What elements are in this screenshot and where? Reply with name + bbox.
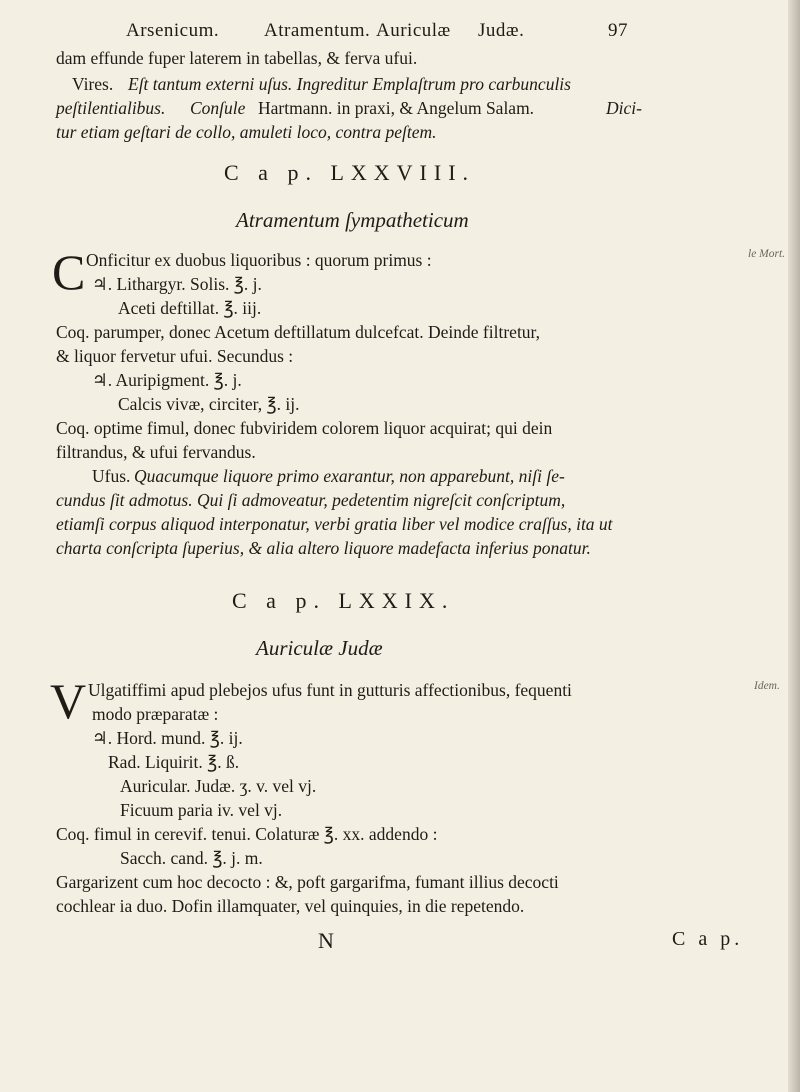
recipe-line: ♃. Auripigment. ℥. j. [92, 370, 242, 390]
recipe-line: Sacch. cand. ℥. j. m. [120, 848, 263, 868]
text-line: dam effunde fuper laterem in tabellas, & ferva ufui. [56, 48, 418, 68]
text-line: filtrandus, & ufui fervandus. [56, 442, 256, 462]
chapter-subtitle: Atramentum ſympatheticum [236, 208, 469, 232]
recipe-line: Ficuum paria iv. vel vj. [120, 800, 283, 820]
recipe-line: Aceti deftillat. ℥. iij. [118, 298, 262, 318]
text-line: Coq. optime fimul, donec fubviridem colorem liquor acquirat; qui dein [56, 418, 553, 438]
text-line: cundus ſit admotus. Qui ſi admoveatur, pedetentim nigreſcit conſcriptum, [56, 490, 566, 510]
text-label-usus: Ufus. [92, 466, 131, 486]
text-line: Quacumque liquore primo exarantur, non apparebunt, niſi ſe- [134, 466, 565, 486]
running-head-left: Arsenicum. [126, 20, 220, 41]
running-head-right: Judæ. [478, 20, 525, 41]
text-line: & liquor fervetur ufui. Secundus : [56, 346, 294, 366]
text-line: Conſule [190, 98, 246, 118]
text-line: Eſt tantum externi uſus. Ingreditur Emplaſtrum pro carbunculis [128, 74, 571, 94]
recipe-line: Calcis vivæ, circiter, ℥. ij. [118, 394, 300, 414]
text-line: Dici- [606, 98, 642, 118]
page-edge-shadow [788, 0, 800, 1092]
text-line: Hartmann. in praxi, & Angelum Salam. [258, 98, 535, 118]
margin-note: Idem. [754, 680, 780, 692]
page-number: 97 [608, 20, 628, 41]
recipe-line: ♃. Hord. mund. ℥. ij. [92, 728, 243, 748]
text-line: Coq. fimul in cerevif. tenui. Colaturæ ℥. xx. addendo : [56, 824, 438, 844]
recipe-line: Auricular. Judæ. ʒ. v. vel vj. [120, 776, 317, 796]
chapter-heading: C a p. LXXVIII. [224, 160, 476, 185]
chapter-heading: C a p. LXXIX. [232, 588, 455, 613]
drop-cap-initial: C [52, 244, 86, 300]
text-line: Gargarizent cum hoc decocto : &, poft gargarifma, fumant illius decocti [56, 872, 559, 892]
margin-note: le Mort. [748, 248, 786, 260]
drop-cap-initial: V [50, 673, 87, 729]
running-head-mid1: Atramentum. [264, 20, 371, 41]
text-line: modo præparatæ : [92, 704, 219, 724]
catchword: C a p. [672, 928, 744, 950]
recipe-line: ♃. Lithargyr. Solis. ℥. j. [92, 274, 262, 294]
signature-mark: N [318, 928, 334, 953]
chapter-subtitle: Auriculæ Judæ [256, 636, 383, 660]
text-line: charta conſcripta ſuperius, & alia altero liquore madefacta inferius ponatur. [56, 538, 591, 558]
recipe-line: Rad. Liquirit. ℥. ß. [108, 752, 240, 772]
text-line: peſtilentialibus. [56, 98, 166, 118]
text-line: Onficitur ex duobus liquoribus : quorum primus : [86, 250, 432, 270]
text-line: Ulgatiffimi apud plebejos ufus funt in gutturis affectionibus, fequenti [88, 680, 572, 700]
text-line: Coq. parumper, donec Acetum deftillatum dulcefcat. Deinde filtretur, [56, 322, 541, 342]
text-line: etiamſi corpus aliquod interponatur, verbi gratia liber vel modice craſſus, ita ut [56, 514, 613, 534]
text-line: tur etiam geſtari de collo, amuleti loco, contra peſtem. [56, 122, 437, 142]
text-line: cochlear ia duo. Dofin illamquater, vel quinquies, in die repetendo. [56, 896, 525, 916]
text-label-vires: Vires. [72, 74, 114, 94]
running-head-mid2: Auriculæ [376, 20, 451, 41]
